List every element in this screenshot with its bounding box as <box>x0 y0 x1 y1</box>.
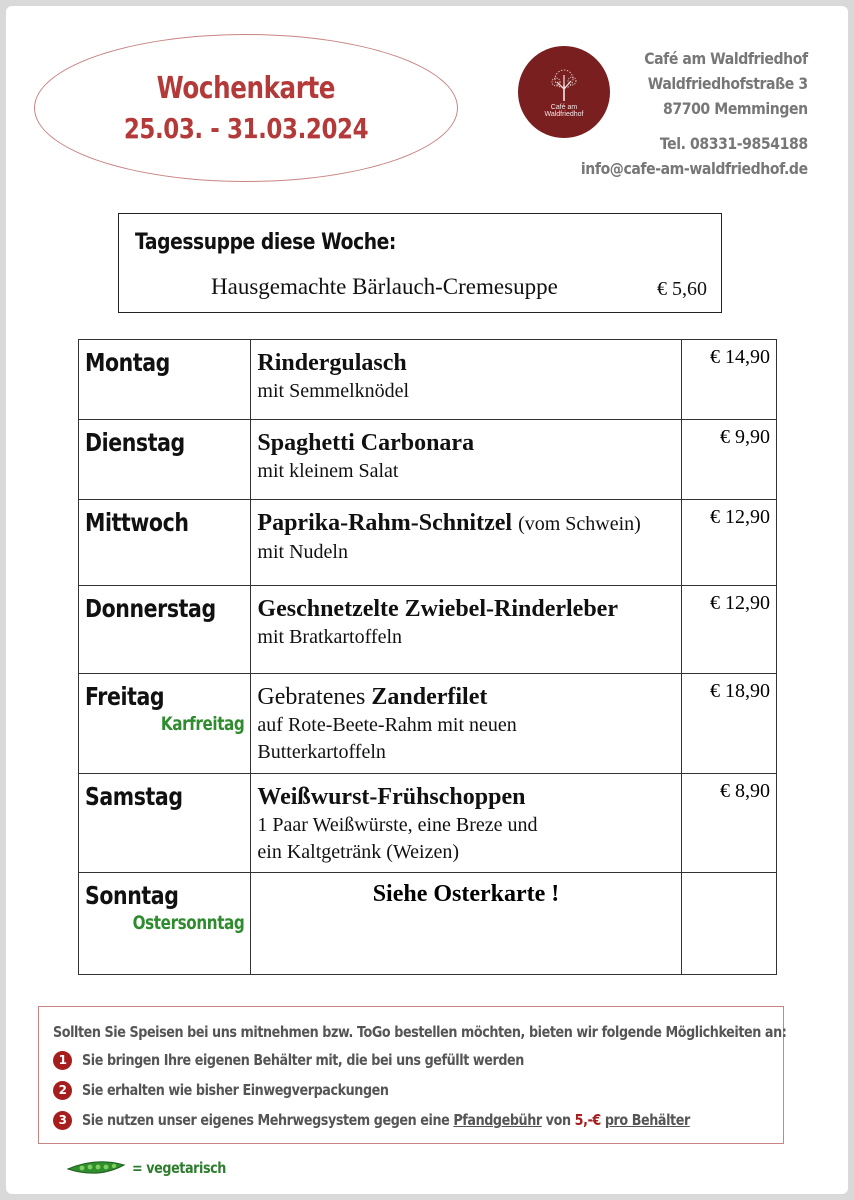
day-name: Sonntag <box>85 881 179 910</box>
email: info@cafe-am-waldfriedhof.de <box>581 159 808 178</box>
per-container-label: pro Behälter <box>604 1111 690 1129</box>
dish-description: mit Nudeln <box>257 541 348 563</box>
soup-box <box>118 213 722 313</box>
dish-price: € 14,90 <box>681 340 776 420</box>
togo-intro: Sollten Sie Speisen bei uns mitnehmen bzw. ToGo bestellen möchten, bieten wir folgende Möglichkeiten an: <box>53 1023 787 1041</box>
table-row <box>79 340 777 420</box>
day-name: Donnerstag <box>85 594 216 623</box>
menu-page <box>6 6 848 1194</box>
dish-description: auf Rote-Beete-Rahm mit neuen <box>257 714 517 736</box>
dish-description: mit Semmelknödel <box>257 380 410 402</box>
deposit-amount: 5,-€ <box>574 1111 601 1129</box>
cafe-name: Café am Waldfriedhof <box>644 49 808 68</box>
day-name: Montag <box>85 348 170 377</box>
number-badge-1: 1 <box>53 1051 72 1070</box>
logo-text-line2: Waldfriedhof <box>544 110 584 118</box>
dish-price <box>681 873 776 975</box>
dish-price: € 18,90 <box>681 674 776 774</box>
togo-option-3: Sie nutzen unser eigenes Mehrwegsystem gegen eine Pfandgebühr von 5,-€ pro Behälter <box>82 1111 690 1129</box>
day-name: Mittwoch <box>85 508 189 537</box>
pea-pod-icon <box>66 1159 126 1177</box>
soup-label: Tagessuppe diese Woche: <box>135 230 396 255</box>
phone: Tel. 08331-9854188 <box>660 134 808 153</box>
dish-price: € 8,90 <box>681 774 776 873</box>
togo-info-box <box>38 1006 787 1144</box>
table-row <box>79 420 777 500</box>
dish-title: Rindergulasch <box>257 350 407 376</box>
table-row <box>79 873 777 975</box>
weekly-menu-table <box>78 339 777 975</box>
date-range: 25.03. - 31.03.2024 <box>123 112 369 145</box>
soup-price: € 5,60 <box>657 278 707 300</box>
togo-option-2: Sie erhalten wie bisher Einwegverpackungen <box>82 1081 389 1099</box>
holiday-label: Karfreitag <box>160 713 245 735</box>
number-badge-3: 3 <box>53 1111 72 1130</box>
street-address: Waldfriedhofstraße 3 <box>648 74 808 93</box>
number-badge-2: 2 <box>53 1081 72 1100</box>
sunday-note: Siehe Osterkarte ! <box>251 873 681 975</box>
title-oval <box>34 34 458 182</box>
deposit-fee-label: Pfandgebühr <box>453 1111 542 1129</box>
dish-title: Geschnetzelte Zwiebel-Rinderleber <box>257 596 618 622</box>
vegetarian-legend <box>66 1159 242 1177</box>
table-row <box>79 586 777 674</box>
day-name: Samstag <box>85 782 183 811</box>
dish-description: 1 Paar Weißwürste, eine Breze und <box>257 814 538 836</box>
logo-text-line1: Café am <box>550 103 578 111</box>
dish-description-line2: Butterkartoffeln <box>257 741 386 763</box>
dish-note: (vom Schwein) <box>518 513 641 535</box>
vegetarian-label: = vegetarisch <box>132 1159 226 1177</box>
contact-block <box>550 46 808 181</box>
dish-title-prefix: Gebratenes <box>257 684 372 710</box>
page-title: Wochenkarte <box>156 71 336 106</box>
dish-description: mit kleinem Salat <box>257 460 399 482</box>
holiday-label: Ostersonntag <box>132 912 245 934</box>
table-row <box>79 774 777 873</box>
day-name: Dienstag <box>85 428 185 457</box>
soup-dish: Hausgemachte Bärlauch-Cremesuppe <box>211 274 558 299</box>
day-name: Freitag <box>85 682 165 711</box>
dish-price: € 12,90 <box>681 500 776 586</box>
table-row <box>79 674 777 774</box>
togo-option-1: Sie bringen Ihre eigenen Behälter mit, die bei uns gefüllt werden <box>82 1051 524 1069</box>
dish-description: mit Bratkartoffeln <box>257 626 402 648</box>
dish-title: Spaghetti Carbonara <box>257 430 475 456</box>
dish-title: Paprika-Rahm-Schnitzel <box>257 510 513 536</box>
dish-price: € 12,90 <box>681 586 776 674</box>
dish-price: € 9,90 <box>681 420 776 500</box>
dish-description-line2: ein Kaltgetränk (Weizen) <box>257 841 460 863</box>
city: 87700 Memmingen <box>663 99 808 118</box>
table-row <box>79 500 777 586</box>
dish-title: Weißwurst-Frühschoppen <box>257 784 526 810</box>
dish-title: Zanderfilet <box>371 684 488 710</box>
